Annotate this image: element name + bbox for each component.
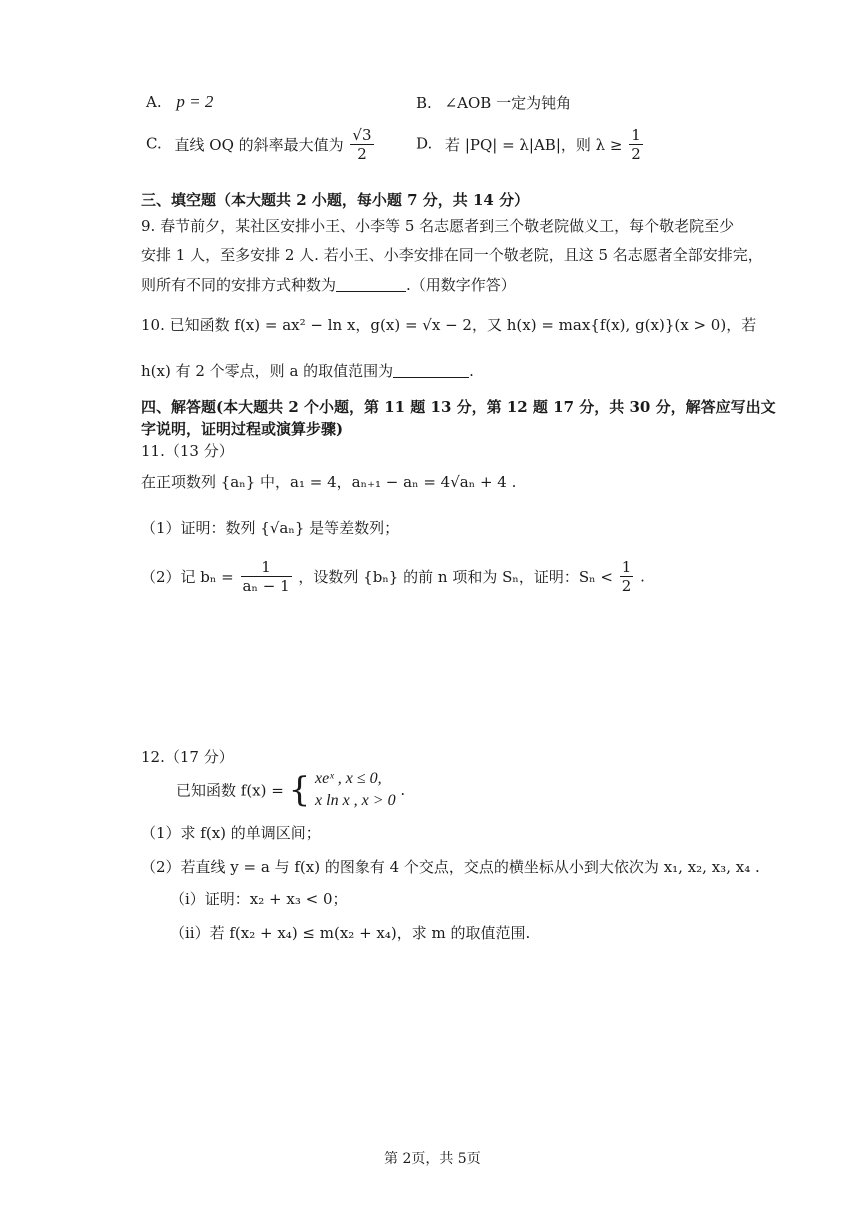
q9-text: 则所有不同的安排方式种数为: [141, 276, 337, 294]
case-line: xeˣ , x ≤ 0,: [315, 770, 382, 787]
q9-line: 9. 春节前夕，某社区安排小王、小李等 5 名志愿者到三个敬老院做义工，每个敬老院至少: [141, 217, 735, 235]
option-letter: B.: [416, 94, 432, 112]
piecewise-cases: [315, 768, 396, 812]
q11-stem: 在正项数列 {aₙ} 中，a₁ = 4，aₙ₊₁ − aₙ = 4√aₙ + 4 .: [141, 473, 517, 491]
option-b: [416, 92, 571, 113]
fraction: [629, 126, 643, 163]
fraction-denominator: 2: [357, 145, 367, 163]
q9-text: .（用数字作答）: [406, 276, 516, 294]
fraction-numerator: 1: [621, 558, 632, 576]
fraction-denominator: 2: [631, 145, 641, 163]
case-line: x ln x , x > 0: [315, 792, 396, 809]
q10-line: 10. 已知函数 f(x) = ax² − ln x，g(x) = √x − 2，又 h(x) = max{f(x), g(x)}(x > 0)，若: [141, 316, 757, 334]
option-text: 直线 OQ 的斜率最大值为: [174, 136, 344, 154]
fraction-numerator: 1: [241, 558, 292, 577]
fraction-numerator: 1: [631, 126, 641, 144]
q12-text: 已知函数 f(x) =: [176, 781, 284, 800]
q12-part2: （2）若直线 y = a 与 f(x) 的图象有 4 个交点，交点的横坐标从小到大依次为 x₁, x₂, x₃, x₄ .: [141, 858, 760, 876]
answer-blank: [393, 377, 469, 378]
q11-title: 11.（13 分）: [141, 442, 234, 460]
q9-line: [141, 274, 516, 295]
fraction-denominator: aₙ − 1: [242, 577, 290, 595]
option-text: p = 2: [176, 92, 214, 111]
q11-part2: [141, 558, 645, 595]
fraction-numerator: √3: [352, 126, 372, 144]
answer-blank: [336, 291, 406, 292]
q9-line: 安排 1 人，至多安排 2 人. 若小王、小李安排在同一个敬老院，且这 5 名志愿者全部安排完，: [141, 246, 763, 264]
option-text: 若 |PQ| = λ|AB|，则 λ ≥: [445, 136, 623, 154]
option-c: [146, 126, 376, 163]
q12-text: .: [400, 781, 406, 799]
left-brace: {: [288, 770, 311, 810]
option-d: [416, 126, 645, 163]
section-heading: 字说明，证明过程或演算步骤): [141, 420, 344, 438]
section-heading: 四、解答题(本大题共 2 个小题，第 11 题 13 分，第 12 题 17 分，共 30 分，解答应写出文: [141, 398, 776, 416]
q11-text: ，设数列 {bₙ} 的前 n 项和为 Sₙ，证明：Sₙ <: [298, 568, 613, 586]
section-heading: 三、填空题（本大题共 2 小题，每小题 7 分，共 14 分）: [141, 191, 530, 209]
q11-text: （2）记 bₙ =: [141, 568, 234, 586]
option-letter: A.: [146, 93, 162, 111]
fraction: [620, 558, 634, 595]
option-a: [146, 92, 213, 112]
option-text: ∠AOB 一定为钝角: [444, 94, 572, 112]
fraction: [350, 126, 373, 163]
option-letter: D.: [416, 134, 433, 153]
q11-text: .: [640, 567, 645, 586]
q12-part1: （1）求 f(x) 的单调区间；: [141, 824, 321, 842]
fraction: [241, 558, 292, 595]
q12-title: 12.（17 分）: [141, 748, 234, 766]
q11-part1: （1）证明：数列 {√aₙ} 是等差数列；: [141, 519, 400, 537]
q12-sub2: （ii）若 f(x₂ + x₄) ≤ m(x₂ + x₄)，求 m 的取值范围.: [170, 924, 531, 942]
q10-text: .: [469, 362, 474, 380]
option-letter: C.: [146, 134, 162, 153]
q12-stem: [176, 768, 405, 812]
q12-sub1: （i）证明：x₂ + x₃ < 0；: [170, 890, 348, 908]
page-number: 第 2页，共 5页: [384, 1151, 481, 1167]
q10-text: h(x) 有 2 个零点，则 a 的取值范围为: [141, 362, 394, 380]
q10-line: [141, 360, 474, 381]
fraction-denominator: 2: [621, 577, 632, 595]
